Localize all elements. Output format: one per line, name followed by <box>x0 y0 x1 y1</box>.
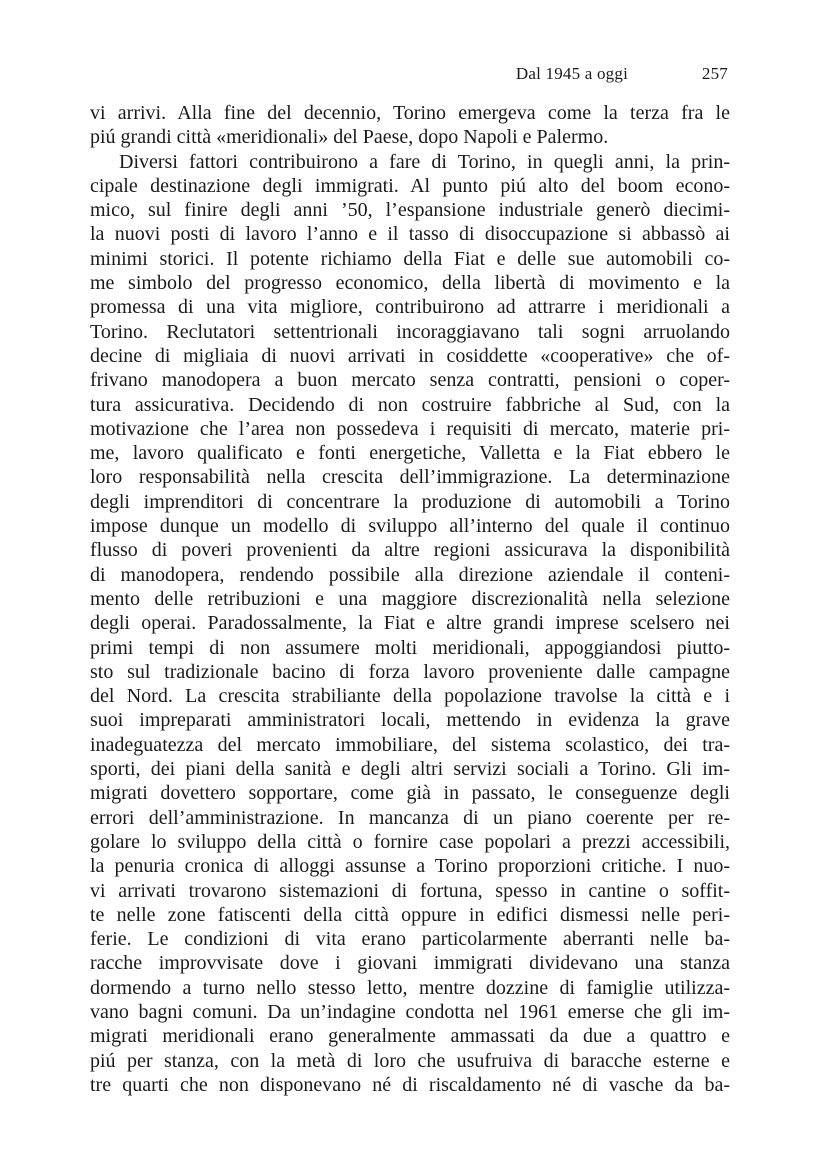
page-number: 257 <box>701 64 728 83</box>
text-line: Torino. Reclutatori settentrionali incoraggiavano tali sogni arruolando <box>90 320 730 343</box>
text-line: migrati dovettero sopportare, come già in passato, le conseguenze degli <box>90 782 730 805</box>
text-line: sto sul tradizionale bacino di forza lavoro proveniente dalle campagne <box>90 660 730 683</box>
text-line: tura assicurativa. Decidendo di non costruire fabbriche al Sud, con la <box>90 393 730 416</box>
text-line: inadeguatezza del mercato immobiliare, del sistema scolastico, dei tra- <box>90 733 730 756</box>
text-line: Diversi fattori contribuirono a fare di Torino, in quegli anni, la prin- <box>119 150 730 173</box>
text-line: impose dunque un modello di sviluppo all’interno del quale il continuo <box>90 515 730 538</box>
text-line: la nuovi posti di lavoro l’anno e il tasso di disoccupazione si abbassò ai <box>90 223 730 246</box>
text-line: piú per stanza, con la metà di loro che usufruiva di baracche esterne e <box>90 1049 730 1072</box>
text-line: dormendo a turno nello stesso letto, mentre dozzine di famiglie utilizza- <box>90 976 730 999</box>
text-line: sporti, dei piani della sanità e degli altri servizi sociali a Torino. Gli im- <box>90 758 730 781</box>
text-line: degli operai. Paradossalmente, la Fiat e altre grandi imprese scelsero nei <box>90 612 730 635</box>
text-line: primi tempi di non assumere molti meridionali, appoggiandosi piutto- <box>90 636 730 659</box>
text-line: mento delle retribuzioni e una maggiore discrezionalità nella selezione <box>90 587 730 610</box>
text-line: frivano manodopera a buon mercato senza contratti, pensioni o coper- <box>90 369 730 392</box>
text-line: cipale destinazione degli immigrati. Al punto piú alto del boom econo- <box>90 174 730 197</box>
text-line: minimi storici. Il potente richiamo della Fiat e delle sue automobili co- <box>90 247 730 270</box>
text-line: di manodopera, rendendo possibile alla direzione aziendale il conteni- <box>90 563 730 586</box>
running-head-title: Dal 1945 a oggi <box>515 64 628 83</box>
text-line: loro responsabilità nella crescita dell’immigrazione. La determinazione <box>90 466 730 489</box>
text-line: del Nord. La crescita strabiliante della popolazione travolse la città e i <box>90 685 730 708</box>
text-line: racche improvvisate dove i giovani immigrati dividevano una stanza <box>90 952 730 975</box>
text-line: vi arrivi. Alla fine del decennio, Torino emergeva come la terza fra le <box>90 102 730 124</box>
text-line: me simbolo del progresso economico, della libertà di movimento e la <box>90 272 730 295</box>
text-line: degli imprenditori di concentrare la produzione di automobili a Torino <box>90 490 730 513</box>
text-line: me, lavoro qualificato e fonti energetiche, Valletta e la Fiat ebbero le <box>90 442 730 465</box>
text-line: la penuria cronica di alloggi assunse a Torino proporzioni critiche. I nuo- <box>90 855 730 878</box>
text-line: flusso di poveri provenienti da altre regioni assicurava la disponibilità <box>90 539 730 562</box>
body-text <box>90 101 730 1097</box>
text-line: vi arrivati trovarono sistemazioni di fortuna, spesso in cantine o soffit- <box>90 879 730 902</box>
text-line: mico, sul finire degli anni ’50, l’espansione industriale generò diecimi- <box>90 199 730 222</box>
text-line: golare lo sviluppo della città o fornire case popolari a prezzi accessibili, <box>90 830 730 853</box>
text-line: errori dell’amministrazione. In mancanza di un piano coerente per re- <box>90 806 730 829</box>
text-line: motivazione che l’area non possedeva i requisiti di mercato, materie pri- <box>90 417 730 440</box>
text-line: suoi impreparati amministratori locali, mettendo in evidenza la grave <box>90 709 730 732</box>
text-line: piú grandi città «meridionali» del Paese, dopo Napoli e Palermo. <box>90 126 609 149</box>
text-line: tre quarti che non disponevano né di riscaldamento né di vasche da ba- <box>90 1073 730 1096</box>
text-line: ferie. Le condizioni di vita erano particolarmente aberranti nelle ba- <box>90 928 730 951</box>
text-line: vano bagni comuni. Da un’indagine condotta nel 1961 emerse che gli im- <box>90 1000 730 1023</box>
text-line: decine di migliaia di nuovi arrivati in cosiddette «cooperative» che of- <box>90 344 730 367</box>
text-line: migrati meridionali erano generalmente ammassati da due a quattro e <box>90 1025 730 1048</box>
text-line: promessa di una vita migliore, contribuirono ad attrarre i meridionali a <box>90 296 730 319</box>
text-line: te nelle zone fatiscenti della città oppure in edifici dismessi nelle peri- <box>90 903 730 926</box>
running-head <box>90 64 728 88</box>
